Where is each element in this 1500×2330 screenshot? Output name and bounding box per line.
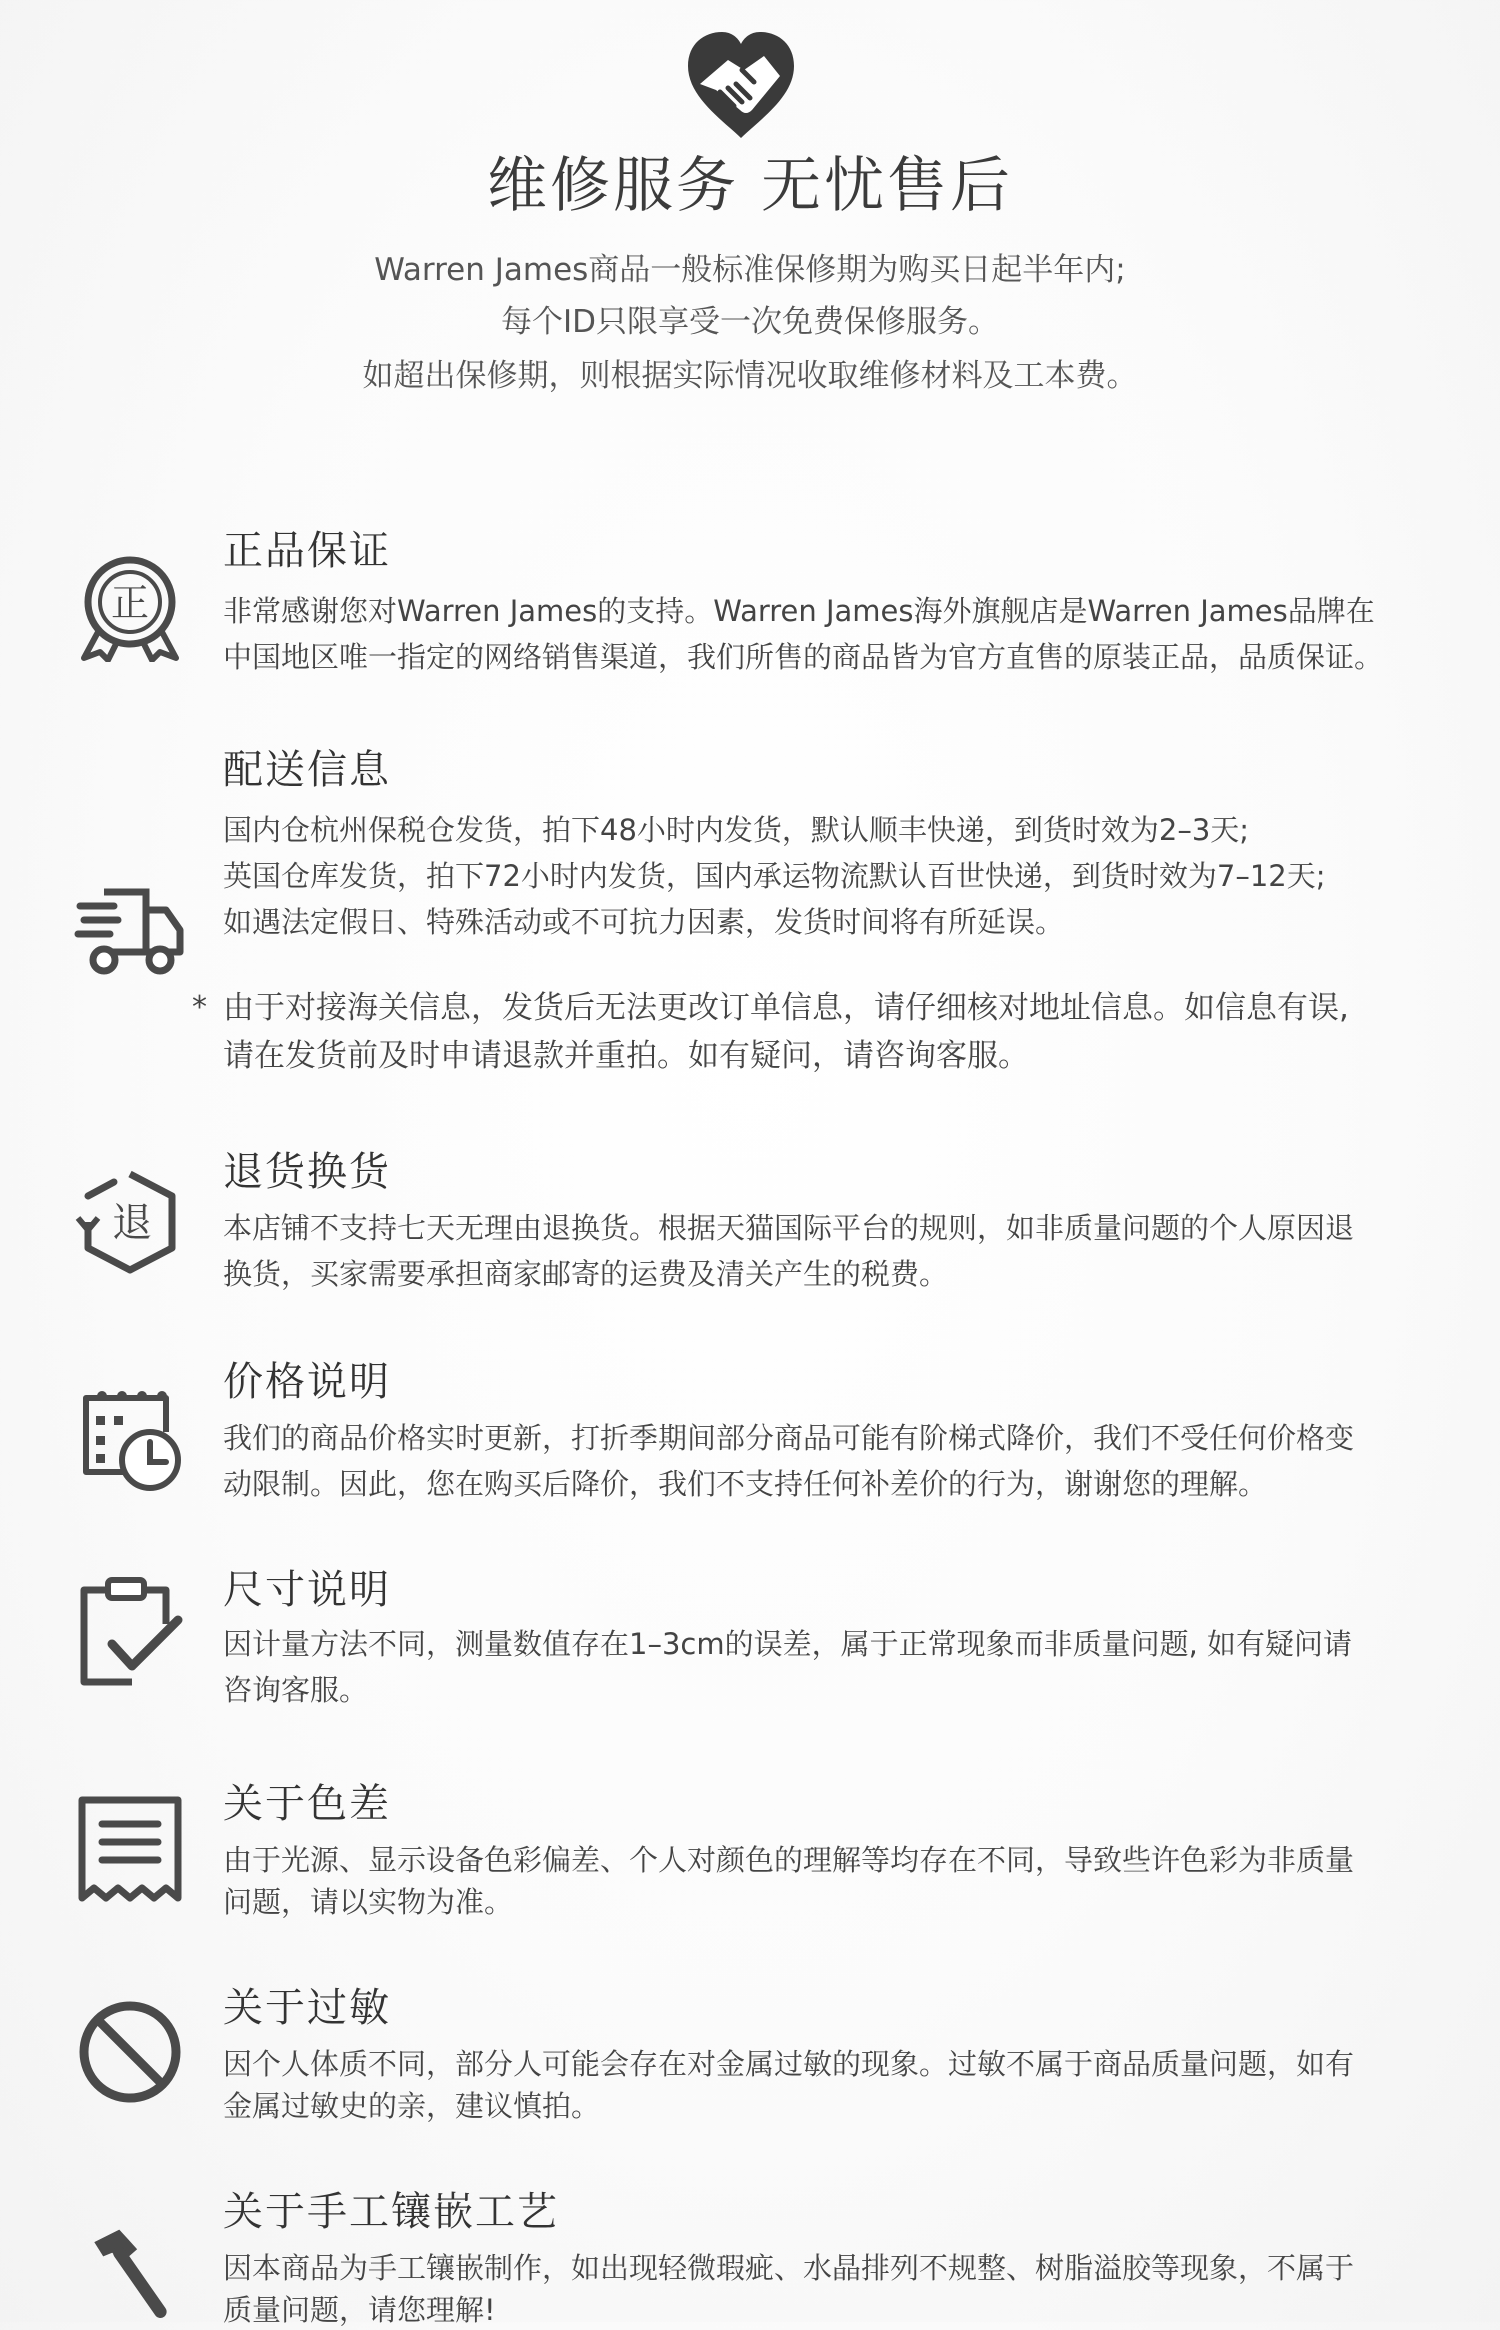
section-title: 配送信息 — [223, 747, 391, 793]
section-title: 尺寸说明 — [223, 1567, 391, 1613]
return-exchange-icon — [74, 1166, 186, 1278]
section-title: 关于色差 — [223, 1781, 391, 1827]
section-text-line: 金属过敏史的亲，建议慎拍。 — [223, 2089, 601, 2123]
intro-line: 如超出保修期，则根据实际情况收取维修材料及工本费。 — [362, 358, 1138, 394]
section-text-line: 我们的商品价格实时更新，打折季期间部分商品可能有阶梯式降价，我们不受任何价格变 — [223, 1421, 1355, 1455]
clipboard-check-icon — [74, 1574, 186, 1686]
delivery-truck-icon — [74, 872, 186, 984]
section-title: 价格说明 — [223, 1359, 391, 1405]
note-text-line: 请在发货前及时申请退款并重拍。如有疑问，请咨询客服。 — [223, 1038, 1029, 1074]
note-asterisk: * — [192, 990, 207, 1025]
note-text-line: 由于对接海关信息，发货后无法更改订单信息，请仔细核对地址信息。如信息有误, — [223, 990, 1349, 1026]
authentic-badge-icon — [74, 550, 186, 662]
page-title: 维修服务 无忧售后 — [486, 151, 1014, 221]
section-text-line: 因个人体质不同，部分人可能会存在对金属过敏的现象。过敏不属于商品质量问题，如有 — [223, 2047, 1355, 2081]
section-text-line: 动限制。因此，您在购买后降价，我们不支持任何补差价的行为，谢谢您的理解。 — [223, 1467, 1268, 1501]
prohibited-icon — [74, 1996, 186, 2108]
section-text-line: 因本商品为手工镶嵌制作，如出现轻微瑕疵、水晶排列不规整、树脂溢胶等现象，不属于 — [223, 2251, 1355, 2285]
section-text-line: 如遇法定假日、特殊活动或不可抗力因素，发货时间将有所延误。 — [223, 905, 1065, 939]
section-title: 正品保证 — [223, 528, 391, 574]
section-text-line: 问题，请以实物为准。 — [223, 1885, 514, 1919]
section-title: 关于过敏 — [223, 1985, 391, 2031]
section-text-line: 非常感谢您对Warren James的支持。Warren James海外旗舰店是Warren James品牌在 — [223, 594, 1375, 628]
svg-text:退: 退 — [112, 1200, 152, 1246]
intro-line: 每个ID只限享受一次免费保修服务。 — [500, 304, 999, 340]
section-text-line: 英国仓库发货，拍下72小时内发货，国内承运物流默认百世快递，到货时效为7–12天; — [223, 859, 1326, 893]
hammer-icon — [74, 2226, 186, 2326]
section-text-line: 换货，买家需要承担商家邮寄的运费及清关产生的税费。 — [223, 1257, 949, 1291]
section-text-line: 中国地区唯一指定的网络销售渠道，我们所售的商品皆为官方直售的原装正品，品质保证。 — [223, 640, 1384, 674]
section-title: 退货换货 — [223, 1149, 391, 1195]
handshake-heart-icon — [680, 26, 802, 142]
section-text-line: 国内仓杭州保税仓发货，拍下48小时内发货，默认顺丰快递，到货时效为2–3天; — [223, 813, 1250, 847]
section-text-line: 因计量方法不同，测量数值存在1–3cm的误差，属于正常现象而非质量问题, 如有疑问请 — [223, 1627, 1353, 1661]
intro-line: Warren James商品一般标准保修期为购买日起半年内; — [374, 252, 1126, 288]
calendar-clock-icon — [74, 1384, 186, 1496]
section-title: 关于手工镶嵌工艺 — [223, 2189, 559, 2235]
svg-text:正: 正 — [110, 581, 150, 625]
receipt-icon — [74, 1792, 186, 1904]
section-text-line: 咨询客服。 — [223, 1673, 369, 1707]
section-text-line: 由于光源、显示设备色彩偏差、个人对颜色的理解等均存在不同，导致些许色彩为非质量 — [223, 1843, 1355, 1877]
section-text-line: 质量问题，请您理解! — [223, 2293, 496, 2327]
section-text-line: 本店铺不支持七天无理由退换货。根据天猫国际平台的规则，如非质量问题的个人原因退 — [223, 1211, 1355, 1245]
